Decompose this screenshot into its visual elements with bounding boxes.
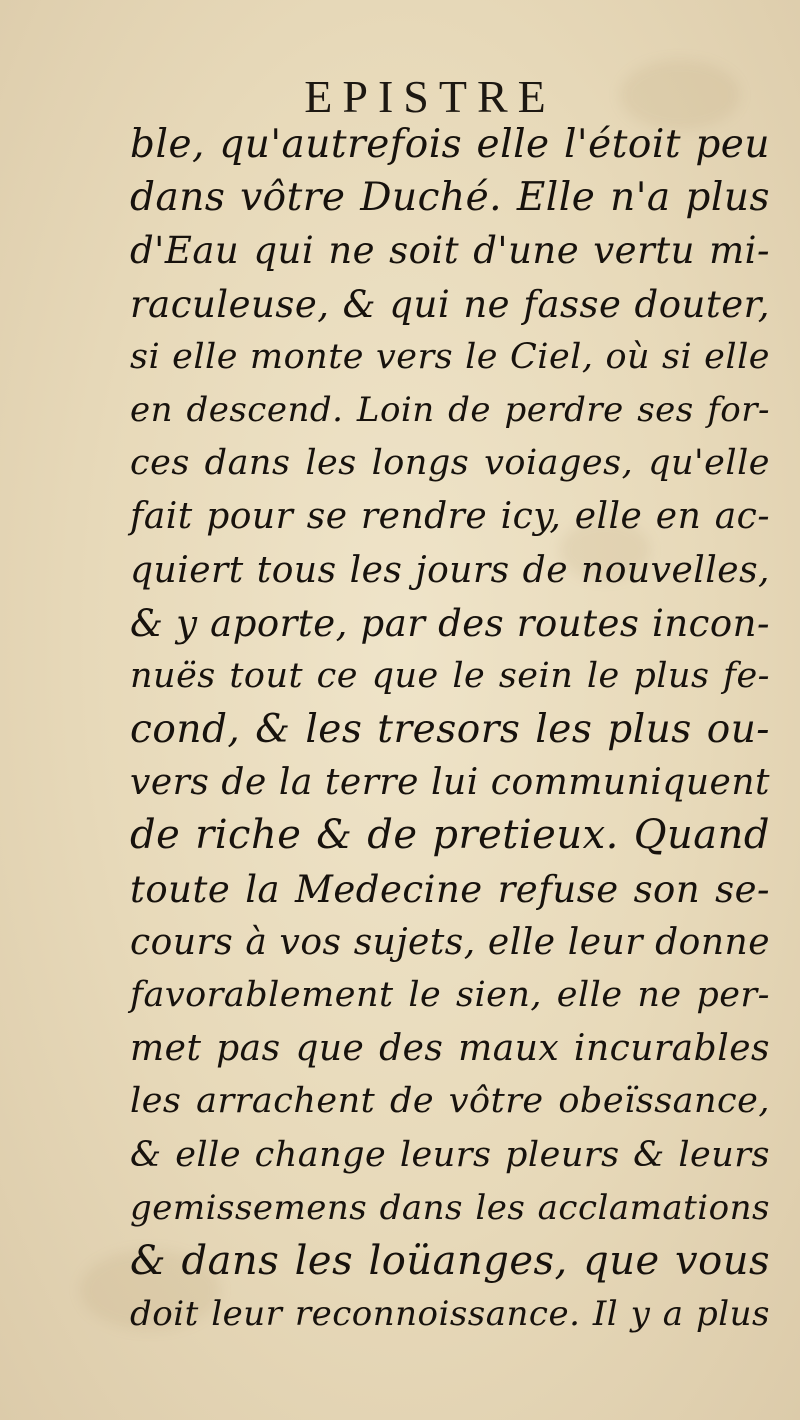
- text-line: raculeuse, & qui ne fasse douter,: [130, 282, 770, 326]
- body-text: [130, 118, 770, 1341]
- text-line: & elle change leurs pleurs & leurs: [130, 1134, 770, 1175]
- text-line: ces dans les longs voiages, qu'elle: [130, 443, 770, 484]
- text-line: de riche & de pretieux. Quand: [130, 812, 770, 859]
- text-line: met pas que des maux incurables: [130, 1028, 770, 1070]
- text-line: vers de la terre lui communiquent: [130, 762, 770, 804]
- text-line: & dans les loüanges, que vous: [130, 1237, 770, 1284]
- running-header: EPISTRE: [304, 71, 556, 122]
- text-line: fait pour se rendre icy, elle en ac-: [130, 496, 770, 538]
- text-line: & y aporte, par des routes incon-: [130, 601, 770, 645]
- text-line: en descend. Loin de perdre ses for-: [130, 389, 770, 430]
- text-line: doit leur reconnoissance. Il y a plus: [130, 1294, 770, 1335]
- text-line: d'Eau qui ne soit d'une vertu mi-: [130, 229, 770, 273]
- text-line: si elle monte vers le Ciel, où si elle: [130, 336, 770, 377]
- text-line: cond, & les tresors les plus ou-: [130, 707, 770, 753]
- text-line: gemissemens dans les acclamations: [130, 1187, 770, 1228]
- text-line: dans vôtre Duché. Elle n'a plus: [130, 175, 770, 221]
- text-line: quiert tous les jours de nouvelles,: [130, 549, 770, 591]
- text-line: les arrachent de vôtre obeïssance,: [130, 1081, 770, 1122]
- text-line: cours à vos sujets, elle leur donne: [130, 921, 770, 963]
- text-line: favorablement le sien, elle ne per-: [130, 975, 770, 1015]
- text-line: toute la Medecine refuse son se-: [130, 867, 770, 911]
- text-line: ble, qu'autrefois elle l'étoit peu: [130, 122, 770, 167]
- text-line: nuës tout ce que le sein le plus fe-: [130, 655, 770, 696]
